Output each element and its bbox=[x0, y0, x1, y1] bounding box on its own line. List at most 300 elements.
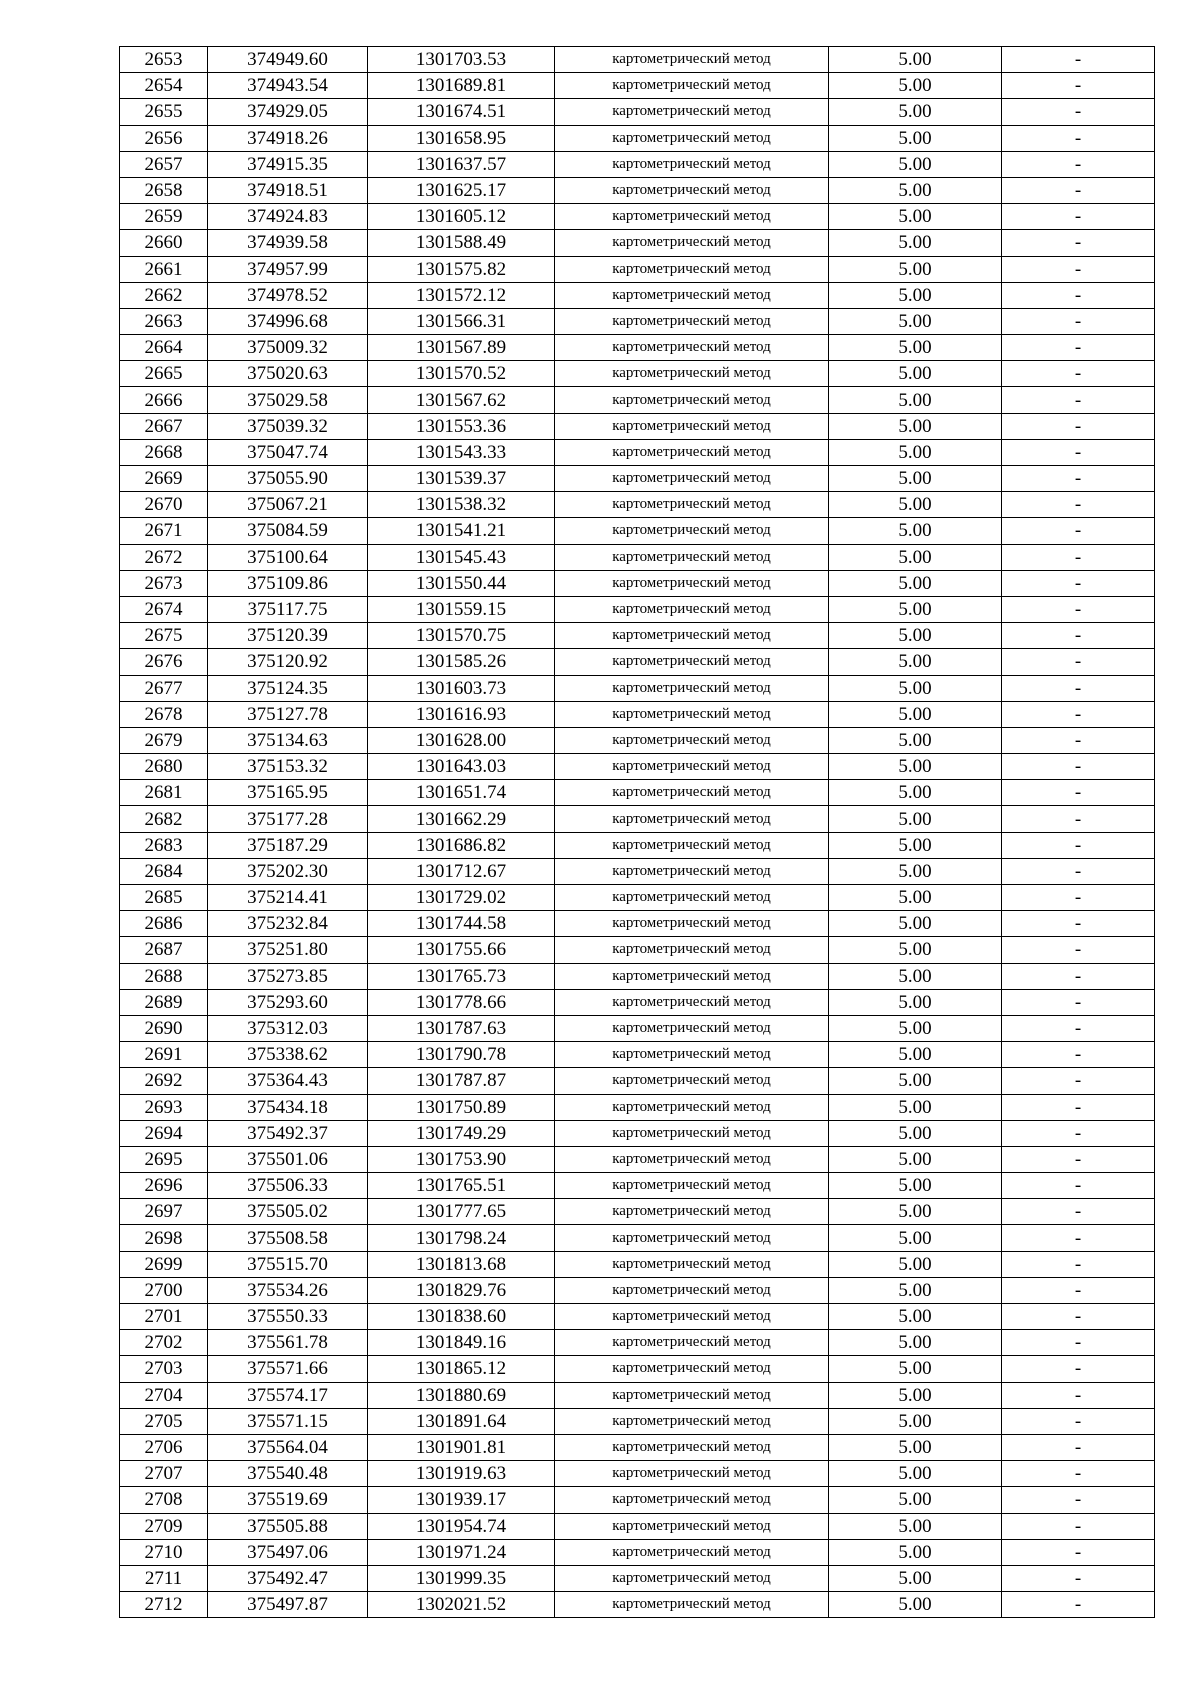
point-number-cell: 2654 bbox=[120, 73, 208, 99]
x-coordinate-cell: 375508.58 bbox=[208, 1225, 368, 1251]
x-coordinate-cell: 375232.84 bbox=[208, 911, 368, 937]
point-number-cell: 2659 bbox=[120, 204, 208, 230]
x-coordinate-cell: 375067.21 bbox=[208, 492, 368, 518]
y-coordinate-cell: 1301880.69 bbox=[368, 1382, 555, 1408]
x-coordinate-cell: 375561.78 bbox=[208, 1330, 368, 1356]
method-cell: картометрический метод bbox=[555, 47, 829, 73]
method-cell: картометрический метод bbox=[555, 1565, 829, 1591]
coordinates-table-body bbox=[120, 47, 1155, 1618]
description-cell: - bbox=[1002, 1408, 1155, 1434]
point-number-cell: 2706 bbox=[120, 1434, 208, 1460]
method-cell: картометрический метод bbox=[555, 335, 829, 361]
description-cell: - bbox=[1002, 1356, 1155, 1382]
point-number-cell: 2671 bbox=[120, 518, 208, 544]
method-cell: картометрический метод bbox=[555, 989, 829, 1015]
method-cell: картометрический метод bbox=[555, 73, 829, 99]
point-number-cell: 2685 bbox=[120, 885, 208, 911]
point-number-cell: 2708 bbox=[120, 1487, 208, 1513]
point-number-cell: 2665 bbox=[120, 361, 208, 387]
description-cell: - bbox=[1002, 230, 1155, 256]
method-cell: картометрический метод bbox=[555, 1146, 829, 1172]
table-row bbox=[120, 335, 1155, 361]
description-cell: - bbox=[1002, 885, 1155, 911]
accuracy-cell: 5.00 bbox=[829, 570, 1002, 596]
table-row bbox=[120, 492, 1155, 518]
table-row bbox=[120, 727, 1155, 753]
y-coordinate-cell: 1301658.95 bbox=[368, 125, 555, 151]
description-cell: - bbox=[1002, 361, 1155, 387]
table-row bbox=[120, 858, 1155, 884]
y-coordinate-cell: 1301567.89 bbox=[368, 335, 555, 361]
description-cell: - bbox=[1002, 1015, 1155, 1041]
method-cell: картометрический метод bbox=[555, 858, 829, 884]
x-coordinate-cell: 375564.04 bbox=[208, 1434, 368, 1460]
description-cell: - bbox=[1002, 1251, 1155, 1277]
table-row bbox=[120, 1461, 1155, 1487]
accuracy-cell: 5.00 bbox=[829, 518, 1002, 544]
y-coordinate-cell: 1301570.52 bbox=[368, 361, 555, 387]
accuracy-cell: 5.00 bbox=[829, 1068, 1002, 1094]
point-number-cell: 2689 bbox=[120, 989, 208, 1015]
y-coordinate-cell: 1301901.81 bbox=[368, 1434, 555, 1460]
point-number-cell: 2690 bbox=[120, 1015, 208, 1041]
description-cell: - bbox=[1002, 911, 1155, 937]
table-row bbox=[120, 1356, 1155, 1382]
method-cell: картометрический метод bbox=[555, 230, 829, 256]
point-number-cell: 2694 bbox=[120, 1120, 208, 1146]
table-row bbox=[120, 780, 1155, 806]
y-coordinate-cell: 1301543.33 bbox=[368, 439, 555, 465]
x-coordinate-cell: 375202.30 bbox=[208, 858, 368, 884]
table-row bbox=[120, 1434, 1155, 1460]
description-cell: - bbox=[1002, 570, 1155, 596]
y-coordinate-cell: 1301838.60 bbox=[368, 1304, 555, 1330]
y-coordinate-cell: 1301616.93 bbox=[368, 701, 555, 727]
x-coordinate-cell: 375571.66 bbox=[208, 1356, 368, 1382]
y-coordinate-cell: 1301829.76 bbox=[368, 1277, 555, 1303]
description-cell: - bbox=[1002, 754, 1155, 780]
point-number-cell: 2657 bbox=[120, 151, 208, 177]
description-cell: - bbox=[1002, 806, 1155, 832]
description-cell: - bbox=[1002, 596, 1155, 622]
x-coordinate-cell: 375534.26 bbox=[208, 1277, 368, 1303]
x-coordinate-cell: 374949.60 bbox=[208, 47, 368, 73]
method-cell: картометрический метод bbox=[555, 596, 829, 622]
table-row bbox=[120, 1330, 1155, 1356]
point-number-cell: 2675 bbox=[120, 623, 208, 649]
description-cell: - bbox=[1002, 73, 1155, 99]
method-cell: картометрический метод bbox=[555, 937, 829, 963]
table-row bbox=[120, 544, 1155, 570]
description-cell: - bbox=[1002, 989, 1155, 1015]
accuracy-cell: 5.00 bbox=[829, 1146, 1002, 1172]
method-cell: картометрический метод bbox=[555, 387, 829, 413]
point-number-cell: 2687 bbox=[120, 937, 208, 963]
method-cell: картометрический метод bbox=[555, 1199, 829, 1225]
method-cell: картометрический метод bbox=[555, 1434, 829, 1460]
accuracy-cell: 5.00 bbox=[829, 1094, 1002, 1120]
accuracy-cell: 5.00 bbox=[829, 1304, 1002, 1330]
point-number-cell: 2656 bbox=[120, 125, 208, 151]
x-coordinate-cell: 375029.58 bbox=[208, 387, 368, 413]
method-cell: картометрический метод bbox=[555, 1173, 829, 1199]
description-cell: - bbox=[1002, 1173, 1155, 1199]
point-number-cell: 2673 bbox=[120, 570, 208, 596]
method-cell: картометрический метод bbox=[555, 727, 829, 753]
table-row bbox=[120, 649, 1155, 675]
description-cell: - bbox=[1002, 1199, 1155, 1225]
y-coordinate-cell: 1301712.67 bbox=[368, 858, 555, 884]
method-cell: картометрический метод bbox=[555, 1042, 829, 1068]
x-coordinate-cell: 375492.37 bbox=[208, 1120, 368, 1146]
method-cell: картометрический метод bbox=[555, 701, 829, 727]
x-coordinate-cell: 375084.59 bbox=[208, 518, 368, 544]
y-coordinate-cell: 1301919.63 bbox=[368, 1461, 555, 1487]
point-number-cell: 2691 bbox=[120, 1042, 208, 1068]
x-coordinate-cell: 375165.95 bbox=[208, 780, 368, 806]
y-coordinate-cell: 1301798.24 bbox=[368, 1225, 555, 1251]
description-cell: - bbox=[1002, 1330, 1155, 1356]
accuracy-cell: 5.00 bbox=[829, 1408, 1002, 1434]
description-cell: - bbox=[1002, 963, 1155, 989]
x-coordinate-cell: 375434.18 bbox=[208, 1094, 368, 1120]
y-coordinate-cell: 1301559.15 bbox=[368, 596, 555, 622]
x-coordinate-cell: 375364.43 bbox=[208, 1068, 368, 1094]
description-cell: - bbox=[1002, 701, 1155, 727]
method-cell: картометрический метод bbox=[555, 1487, 829, 1513]
point-number-cell: 2680 bbox=[120, 754, 208, 780]
x-coordinate-cell: 375550.33 bbox=[208, 1304, 368, 1330]
accuracy-cell: 5.00 bbox=[829, 989, 1002, 1015]
method-cell: картометрический метод bbox=[555, 780, 829, 806]
accuracy-cell: 5.00 bbox=[829, 335, 1002, 361]
description-cell: - bbox=[1002, 1146, 1155, 1172]
x-coordinate-cell: 374924.83 bbox=[208, 204, 368, 230]
x-coordinate-cell: 375100.64 bbox=[208, 544, 368, 570]
x-coordinate-cell: 375540.48 bbox=[208, 1461, 368, 1487]
accuracy-cell: 5.00 bbox=[829, 1513, 1002, 1539]
accuracy-cell: 5.00 bbox=[829, 466, 1002, 492]
table-row bbox=[120, 1487, 1155, 1513]
accuracy-cell: 5.00 bbox=[829, 858, 1002, 884]
x-coordinate-cell: 375492.47 bbox=[208, 1565, 368, 1591]
accuracy-cell: 5.00 bbox=[829, 963, 1002, 989]
accuracy-cell: 5.00 bbox=[829, 177, 1002, 203]
table-row bbox=[120, 596, 1155, 622]
method-cell: картометрический метод bbox=[555, 754, 829, 780]
method-cell: картометрический метод bbox=[555, 256, 829, 282]
y-coordinate-cell: 1301570.75 bbox=[368, 623, 555, 649]
method-cell: картометрический метод bbox=[555, 1120, 829, 1146]
table-row bbox=[120, 1408, 1155, 1434]
table-row bbox=[120, 963, 1155, 989]
method-cell: картометрический метод bbox=[555, 151, 829, 177]
y-coordinate-cell: 1301637.57 bbox=[368, 151, 555, 177]
table-row bbox=[120, 361, 1155, 387]
description-cell: - bbox=[1002, 727, 1155, 753]
x-coordinate-cell: 375251.80 bbox=[208, 937, 368, 963]
y-coordinate-cell: 1301765.73 bbox=[368, 963, 555, 989]
y-coordinate-cell: 1301765.51 bbox=[368, 1173, 555, 1199]
x-coordinate-cell: 375497.06 bbox=[208, 1539, 368, 1565]
x-coordinate-cell: 375214.41 bbox=[208, 885, 368, 911]
accuracy-cell: 5.00 bbox=[829, 47, 1002, 73]
x-coordinate-cell: 374929.05 bbox=[208, 99, 368, 125]
accuracy-cell: 5.00 bbox=[829, 911, 1002, 937]
x-coordinate-cell: 374943.54 bbox=[208, 73, 368, 99]
accuracy-cell: 5.00 bbox=[829, 754, 1002, 780]
point-number-cell: 2681 bbox=[120, 780, 208, 806]
description-cell: - bbox=[1002, 832, 1155, 858]
table-row bbox=[120, 754, 1155, 780]
description-cell: - bbox=[1002, 1094, 1155, 1120]
method-cell: картометрический метод bbox=[555, 1015, 829, 1041]
table-row bbox=[120, 1199, 1155, 1225]
table-row bbox=[120, 1382, 1155, 1408]
y-coordinate-cell: 1301628.00 bbox=[368, 727, 555, 753]
y-coordinate-cell: 1301662.29 bbox=[368, 806, 555, 832]
accuracy-cell: 5.00 bbox=[829, 361, 1002, 387]
description-cell: - bbox=[1002, 256, 1155, 282]
table-row bbox=[120, 177, 1155, 203]
method-cell: картометрический метод bbox=[555, 204, 829, 230]
x-coordinate-cell: 375312.03 bbox=[208, 1015, 368, 1041]
x-coordinate-cell: 375109.86 bbox=[208, 570, 368, 596]
x-coordinate-cell: 375020.63 bbox=[208, 361, 368, 387]
y-coordinate-cell: 1301778.66 bbox=[368, 989, 555, 1015]
method-cell: картометрический метод bbox=[555, 649, 829, 675]
table-row bbox=[120, 1173, 1155, 1199]
y-coordinate-cell: 1301651.74 bbox=[368, 780, 555, 806]
table-row bbox=[120, 99, 1155, 125]
point-number-cell: 2709 bbox=[120, 1513, 208, 1539]
point-number-cell: 2672 bbox=[120, 544, 208, 570]
x-coordinate-cell: 375055.90 bbox=[208, 466, 368, 492]
description-cell: - bbox=[1002, 780, 1155, 806]
accuracy-cell: 5.00 bbox=[829, 701, 1002, 727]
table-row bbox=[120, 413, 1155, 439]
method-cell: картометрический метод bbox=[555, 1513, 829, 1539]
x-coordinate-cell: 374978.52 bbox=[208, 282, 368, 308]
accuracy-cell: 5.00 bbox=[829, 1015, 1002, 1041]
x-coordinate-cell: 375009.32 bbox=[208, 335, 368, 361]
method-cell: картометрический метод bbox=[555, 623, 829, 649]
table-row bbox=[120, 1068, 1155, 1094]
point-number-cell: 2684 bbox=[120, 858, 208, 884]
x-coordinate-cell: 375039.32 bbox=[208, 413, 368, 439]
point-number-cell: 2712 bbox=[120, 1592, 208, 1618]
method-cell: картометрический метод bbox=[555, 1277, 829, 1303]
accuracy-cell: 5.00 bbox=[829, 1225, 1002, 1251]
accuracy-cell: 5.00 bbox=[829, 99, 1002, 125]
table-row bbox=[120, 937, 1155, 963]
table-row bbox=[120, 1277, 1155, 1303]
table-row bbox=[120, 989, 1155, 1015]
point-number-cell: 2701 bbox=[120, 1304, 208, 1330]
method-cell: картометрический метод bbox=[555, 466, 829, 492]
description-cell: - bbox=[1002, 1539, 1155, 1565]
y-coordinate-cell: 1301625.17 bbox=[368, 177, 555, 203]
table-row bbox=[120, 570, 1155, 596]
y-coordinate-cell: 1301686.82 bbox=[368, 832, 555, 858]
table-row bbox=[120, 1565, 1155, 1591]
point-number-cell: 2670 bbox=[120, 492, 208, 518]
y-coordinate-cell: 1301643.03 bbox=[368, 754, 555, 780]
x-coordinate-cell: 375515.70 bbox=[208, 1251, 368, 1277]
y-coordinate-cell: 1301749.29 bbox=[368, 1120, 555, 1146]
x-coordinate-cell: 375134.63 bbox=[208, 727, 368, 753]
table-row bbox=[120, 1120, 1155, 1146]
y-coordinate-cell: 1301813.68 bbox=[368, 1251, 555, 1277]
point-number-cell: 2695 bbox=[120, 1146, 208, 1172]
point-number-cell: 2678 bbox=[120, 701, 208, 727]
y-coordinate-cell: 1301891.64 bbox=[368, 1408, 555, 1434]
table-row bbox=[120, 1094, 1155, 1120]
method-cell: картометрический метод bbox=[555, 1225, 829, 1251]
x-coordinate-cell: 375571.15 bbox=[208, 1408, 368, 1434]
x-coordinate-cell: 375177.28 bbox=[208, 806, 368, 832]
y-coordinate-cell: 1301538.32 bbox=[368, 492, 555, 518]
description-cell: - bbox=[1002, 858, 1155, 884]
y-coordinate-cell: 1301588.49 bbox=[368, 230, 555, 256]
point-number-cell: 2688 bbox=[120, 963, 208, 989]
y-coordinate-cell: 1301971.24 bbox=[368, 1539, 555, 1565]
accuracy-cell: 5.00 bbox=[829, 387, 1002, 413]
accuracy-cell: 5.00 bbox=[829, 544, 1002, 570]
accuracy-cell: 5.00 bbox=[829, 256, 1002, 282]
table-row bbox=[120, 308, 1155, 334]
accuracy-cell: 5.00 bbox=[829, 413, 1002, 439]
point-number-cell: 2702 bbox=[120, 1330, 208, 1356]
y-coordinate-cell: 1301777.65 bbox=[368, 1199, 555, 1225]
table-row bbox=[120, 911, 1155, 937]
x-coordinate-cell: 375338.62 bbox=[208, 1042, 368, 1068]
description-cell: - bbox=[1002, 439, 1155, 465]
x-coordinate-cell: 374939.58 bbox=[208, 230, 368, 256]
table-row bbox=[120, 1539, 1155, 1565]
table-row bbox=[120, 623, 1155, 649]
accuracy-cell: 5.00 bbox=[829, 73, 1002, 99]
y-coordinate-cell: 1301575.82 bbox=[368, 256, 555, 282]
point-number-cell: 2668 bbox=[120, 439, 208, 465]
table-row bbox=[120, 151, 1155, 177]
y-coordinate-cell: 1301550.44 bbox=[368, 570, 555, 596]
point-number-cell: 2703 bbox=[120, 1356, 208, 1382]
description-cell: - bbox=[1002, 518, 1155, 544]
x-coordinate-cell: 375574.17 bbox=[208, 1382, 368, 1408]
y-coordinate-cell: 1301603.73 bbox=[368, 675, 555, 701]
description-cell: - bbox=[1002, 308, 1155, 334]
table-row bbox=[120, 701, 1155, 727]
point-number-cell: 2698 bbox=[120, 1225, 208, 1251]
method-cell: картометрический метод bbox=[555, 570, 829, 596]
description-cell: - bbox=[1002, 1487, 1155, 1513]
method-cell: картометрический метод bbox=[555, 177, 829, 203]
point-number-cell: 2710 bbox=[120, 1539, 208, 1565]
y-coordinate-cell: 1301605.12 bbox=[368, 204, 555, 230]
method-cell: картометрический метод bbox=[555, 282, 829, 308]
x-coordinate-cell: 375120.92 bbox=[208, 649, 368, 675]
y-coordinate-cell: 1301539.37 bbox=[368, 466, 555, 492]
method-cell: картометрический метод bbox=[555, 885, 829, 911]
coordinates-table bbox=[119, 46, 1155, 1618]
description-cell: - bbox=[1002, 1120, 1155, 1146]
table-row bbox=[120, 125, 1155, 151]
y-coordinate-cell: 1301787.87 bbox=[368, 1068, 555, 1094]
accuracy-cell: 5.00 bbox=[829, 937, 1002, 963]
x-coordinate-cell: 375047.74 bbox=[208, 439, 368, 465]
description-cell: - bbox=[1002, 1042, 1155, 1068]
table-row bbox=[120, 439, 1155, 465]
table-row bbox=[120, 204, 1155, 230]
method-cell: картометрический метод bbox=[555, 439, 829, 465]
x-coordinate-cell: 374918.26 bbox=[208, 125, 368, 151]
description-cell: - bbox=[1002, 387, 1155, 413]
accuracy-cell: 5.00 bbox=[829, 1173, 1002, 1199]
point-number-cell: 2662 bbox=[120, 282, 208, 308]
table-row bbox=[120, 1304, 1155, 1330]
description-cell: - bbox=[1002, 1382, 1155, 1408]
x-coordinate-cell: 374996.68 bbox=[208, 308, 368, 334]
accuracy-cell: 5.00 bbox=[829, 1199, 1002, 1225]
point-number-cell: 2660 bbox=[120, 230, 208, 256]
method-cell: картометрический метод bbox=[555, 1068, 829, 1094]
table-row bbox=[120, 806, 1155, 832]
method-cell: картометрический метод bbox=[555, 1251, 829, 1277]
accuracy-cell: 5.00 bbox=[829, 1539, 1002, 1565]
y-coordinate-cell: 1301585.26 bbox=[368, 649, 555, 675]
method-cell: картометрический метод bbox=[555, 675, 829, 701]
x-coordinate-cell: 375501.06 bbox=[208, 1146, 368, 1172]
accuracy-cell: 5.00 bbox=[829, 1120, 1002, 1146]
method-cell: картометрический метод bbox=[555, 308, 829, 334]
point-number-cell: 2705 bbox=[120, 1408, 208, 1434]
point-number-cell: 2667 bbox=[120, 413, 208, 439]
accuracy-cell: 5.00 bbox=[829, 230, 1002, 256]
table-row bbox=[120, 1225, 1155, 1251]
table-row bbox=[120, 47, 1155, 73]
description-cell: - bbox=[1002, 151, 1155, 177]
point-number-cell: 2664 bbox=[120, 335, 208, 361]
description-cell: - bbox=[1002, 1513, 1155, 1539]
description-cell: - bbox=[1002, 937, 1155, 963]
y-coordinate-cell: 1301790.78 bbox=[368, 1042, 555, 1068]
method-cell: картометрический метод bbox=[555, 99, 829, 125]
accuracy-cell: 5.00 bbox=[829, 1592, 1002, 1618]
accuracy-cell: 5.00 bbox=[829, 596, 1002, 622]
description-cell: - bbox=[1002, 649, 1155, 675]
point-number-cell: 2692 bbox=[120, 1068, 208, 1094]
method-cell: картометрический метод bbox=[555, 1592, 829, 1618]
point-number-cell: 2663 bbox=[120, 308, 208, 334]
method-cell: картометрический метод bbox=[555, 1382, 829, 1408]
method-cell: картометрический метод bbox=[555, 806, 829, 832]
table-row bbox=[120, 1015, 1155, 1041]
accuracy-cell: 5.00 bbox=[829, 204, 1002, 230]
description-cell: - bbox=[1002, 99, 1155, 125]
x-coordinate-cell: 374957.99 bbox=[208, 256, 368, 282]
y-coordinate-cell: 1301753.90 bbox=[368, 1146, 555, 1172]
method-cell: картометрический метод bbox=[555, 544, 829, 570]
table-row bbox=[120, 466, 1155, 492]
table-row bbox=[120, 256, 1155, 282]
accuracy-cell: 5.00 bbox=[829, 1434, 1002, 1460]
accuracy-cell: 5.00 bbox=[829, 492, 1002, 518]
description-cell: - bbox=[1002, 1277, 1155, 1303]
x-coordinate-cell: 375153.32 bbox=[208, 754, 368, 780]
point-number-cell: 2666 bbox=[120, 387, 208, 413]
table-row bbox=[120, 387, 1155, 413]
